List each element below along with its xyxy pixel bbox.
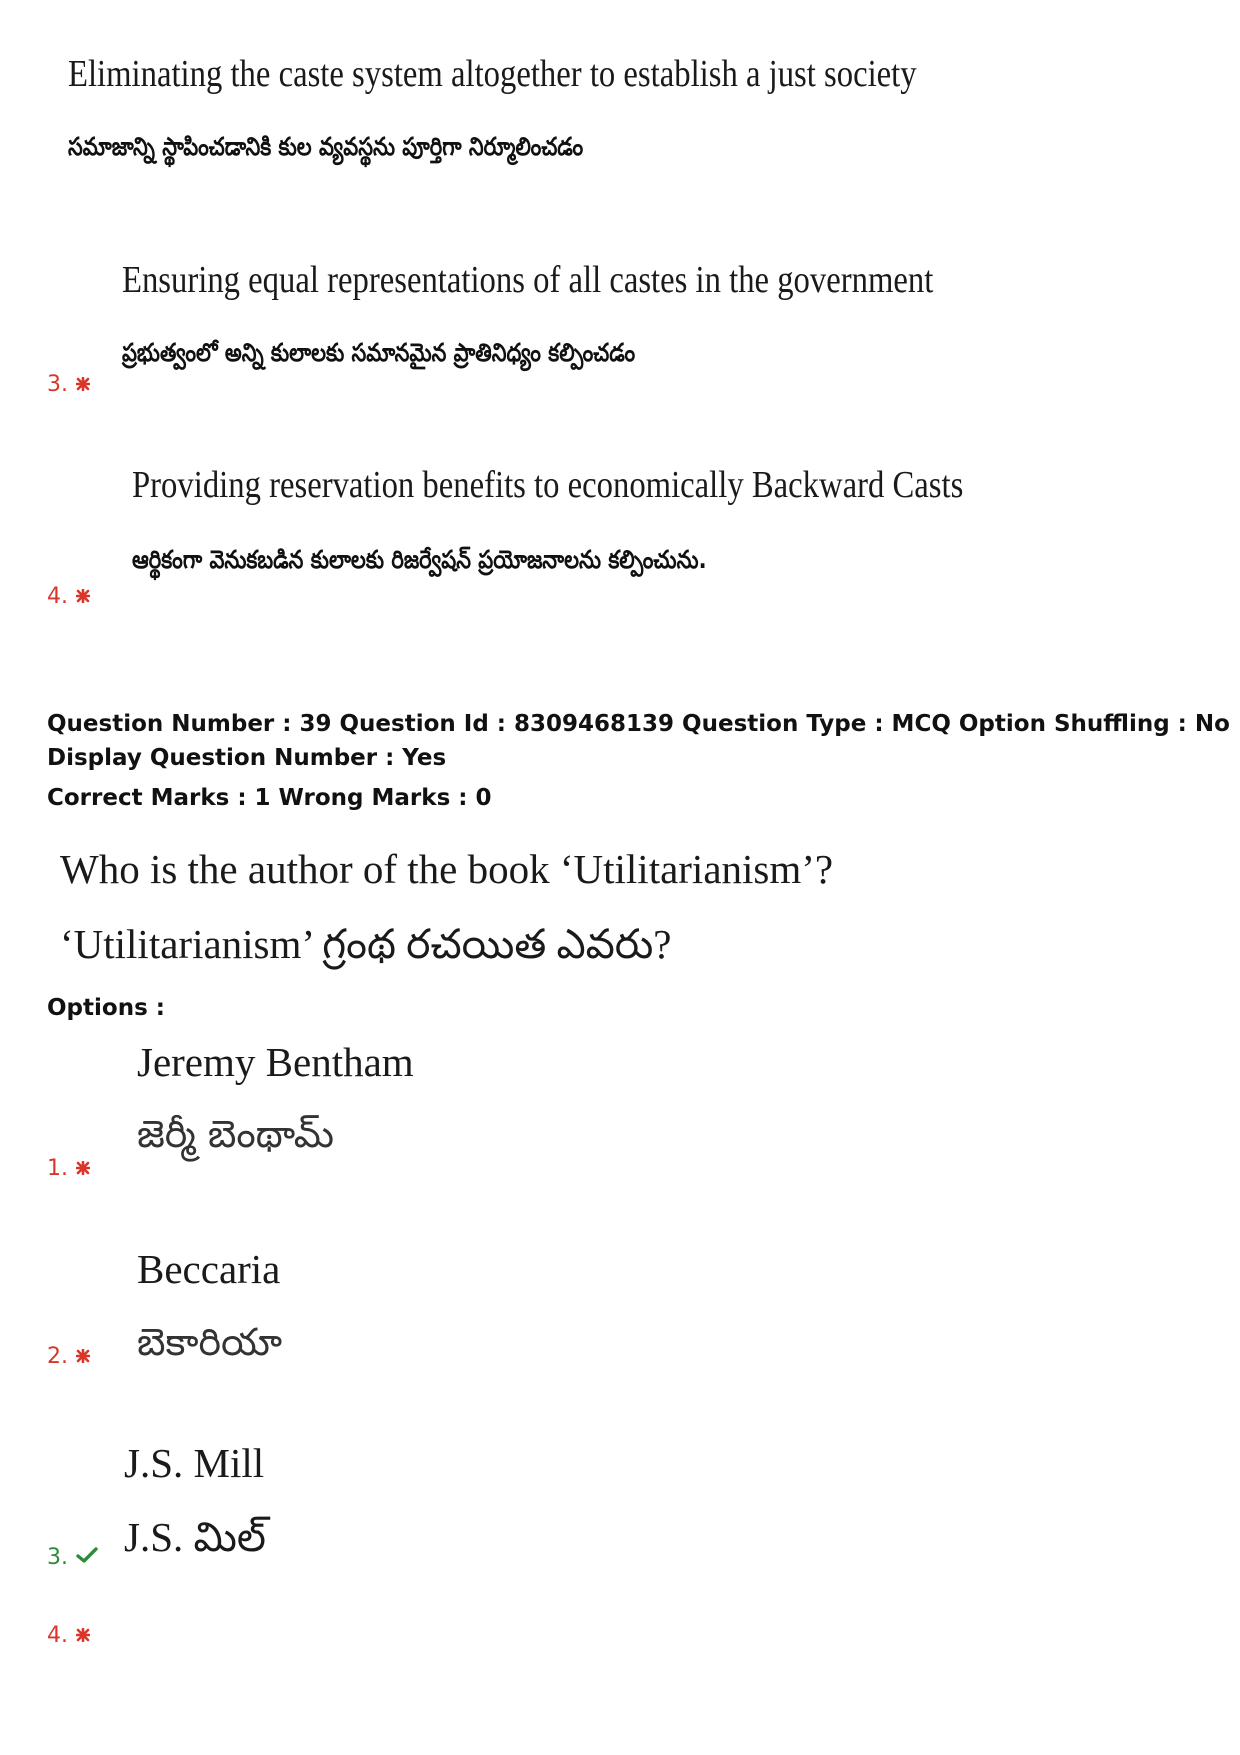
option-4-marker — [47, 1623, 90, 1648]
option-1-english: Jeremy Bentham — [137, 1039, 414, 1085]
option-1-telugu: జెర్మీ బెంథామ్ — [137, 1112, 334, 1156]
question-marks-line: Correct Marks : 1 Wrong Marks : 0 — [47, 785, 492, 811]
prev-option-4-english: Providing reservation benefits to economically Backward Casts — [132, 464, 964, 506]
cross-icon — [76, 372, 90, 397]
prev-option-3-english: Ensuring equal representations of all castes in the government — [122, 259, 934, 301]
option-number: 4. — [47, 1623, 68, 1648]
option-2-english: Beccaria — [137, 1246, 281, 1292]
question-meta-line-2: Display Question Number : Yes — [47, 745, 447, 771]
question-meta-line-1: Question Number : 39 Question Id : 8309468139 Question Type : MCQ Option Shuffling : No — [47, 711, 1230, 737]
prev-option-3-telugu: ప్రభుత్వంలో అన్ని కులాలకు సమానమైన ప్రాతినిధ్యం కల్పించడం — [122, 338, 636, 367]
cross-icon — [76, 1623, 90, 1648]
cross-icon — [76, 1156, 90, 1181]
prev-option-4-marker — [47, 584, 90, 609]
option-3-marker — [47, 1545, 98, 1570]
options-label: Options : — [47, 995, 165, 1021]
option-number: 3. — [47, 372, 68, 397]
question-text-telugu: ‘Utilitarianism’ గ్రంథ రచయిత ఎవరు? — [60, 921, 672, 967]
option-number: 2. — [47, 1344, 68, 1369]
prev-option-4-telugu: ఆర్థికంగా వెనుకబడిన కులాలకు రిజర్వేషన్ ప్రయోజనాలను కల్పించును. — [132, 545, 707, 574]
option-number: 1. — [47, 1156, 68, 1181]
option-3-telugu: J.S. మిల్ — [124, 1514, 266, 1560]
question-text-english: Who is the author of the book ‘Utilitarianism’? — [60, 846, 834, 892]
check-icon — [76, 1545, 98, 1570]
prev-option-3-marker — [47, 372, 90, 397]
option-number: 4. — [47, 584, 68, 609]
cross-icon — [76, 1344, 90, 1369]
prev-option-2-english: Eliminating the caste system altogether to establish a just society — [68, 53, 917, 95]
option-2-telugu: బెకారియా — [137, 1320, 283, 1364]
option-1-marker — [47, 1156, 90, 1181]
option-number: 3. — [47, 1545, 68, 1570]
cross-icon — [76, 584, 90, 609]
prev-option-2-telugu: సమాజాన్ని స్థాపించడానికి కుల వ్యవస్థను పూర్తిగా నిర్మూలించడం — [68, 132, 584, 161]
option-3-english: J.S. Mill — [124, 1440, 265, 1486]
option-2-marker — [47, 1344, 90, 1369]
